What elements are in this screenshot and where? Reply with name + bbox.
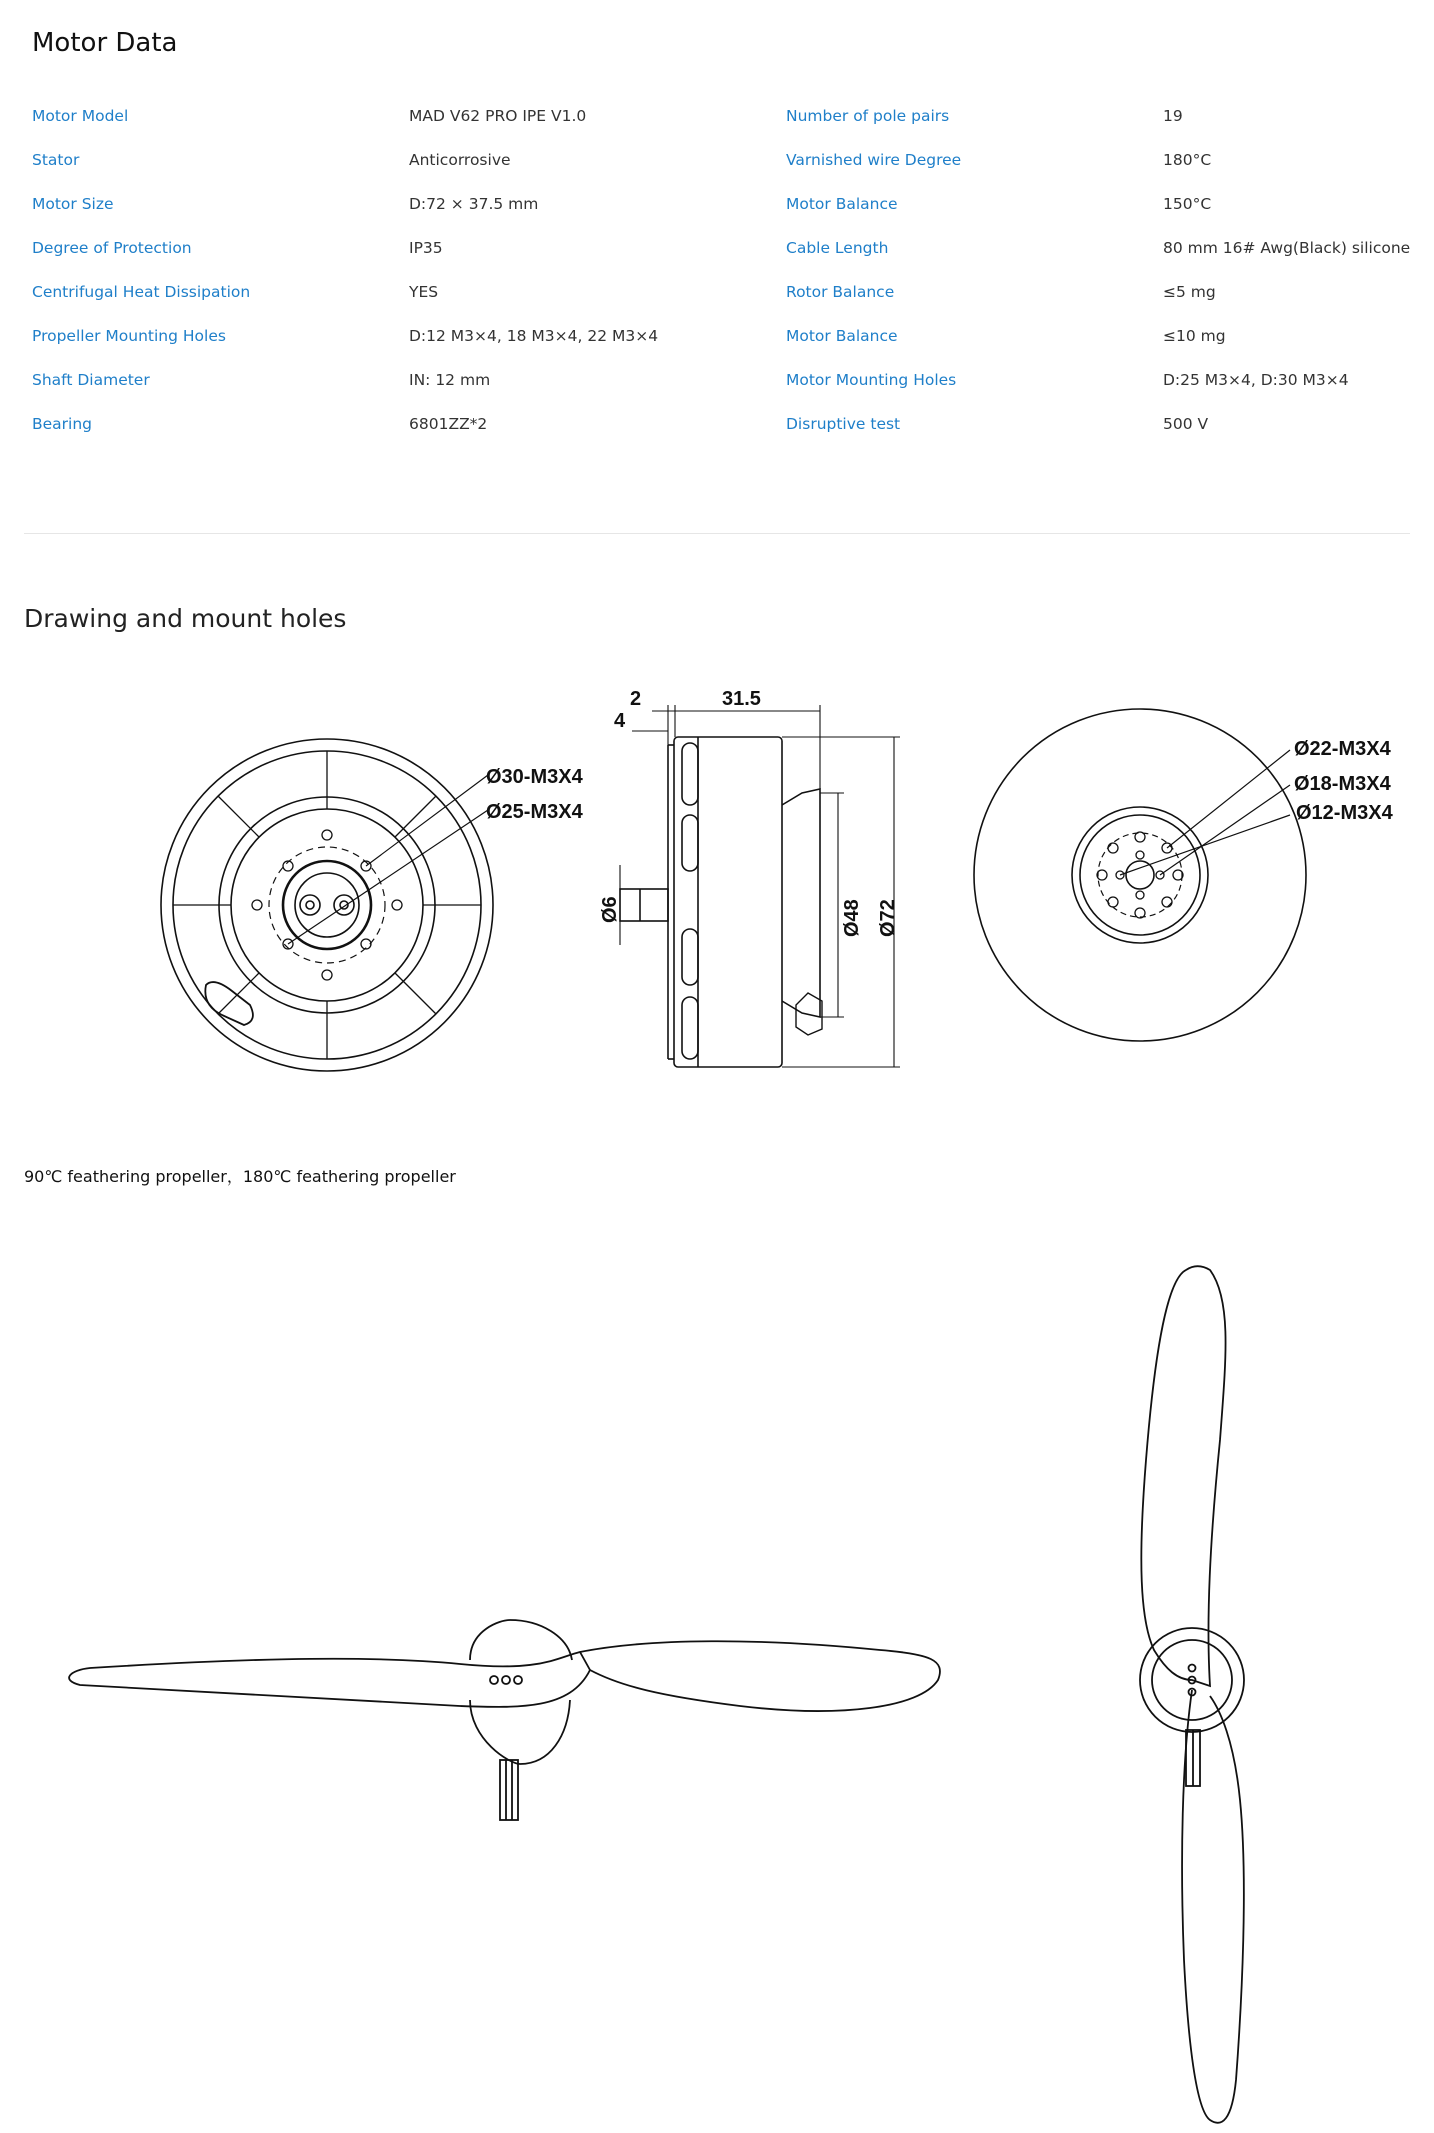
dim-label: Ø6 (599, 896, 621, 923)
spec-key: Disruptive test (786, 415, 901, 433)
back-label: Ø18-M3X4 (1294, 773, 1391, 795)
drawing-title: Drawing and mount holes (24, 604, 347, 633)
spec-key: Rotor Balance (786, 283, 895, 301)
section-divider (24, 533, 1410, 534)
propeller-caption: 90℃ feathering propeller，180℃ feathering propeller (24, 1167, 456, 1186)
spec-value: ≤5 mg (1163, 283, 1216, 301)
spec-value: D:12 M3×4, 18 M3×4, 22 M3×4 (409, 327, 659, 345)
spec-key: Motor Balance (786, 195, 898, 213)
spec-row (0, 194, 1434, 238)
front-label: Ø30-M3X4 (486, 766, 583, 788)
spec-value: IN: 12 mm (409, 371, 491, 389)
side-view (620, 705, 900, 1067)
propeller-drawings (0, 1240, 1434, 2130)
spec-key: Cable Length (786, 239, 889, 257)
spec-key: Shaft Diameter (32, 371, 150, 389)
spec-key: Stator (32, 151, 80, 169)
back-label: Ø12-M3X4 (1296, 802, 1393, 824)
spec-row (0, 106, 1434, 150)
spec-key: Motor Model (32, 107, 129, 125)
spec-value: YES (409, 283, 439, 301)
front-view (161, 739, 493, 1071)
dim-label: 4 (614, 710, 626, 732)
propeller-vertical (1140, 1266, 1244, 2123)
spec-value: 500 V (1163, 415, 1209, 433)
spec-key: Degree of Protection (32, 239, 192, 257)
motor-data-title: Motor Data (32, 28, 178, 58)
dim-label: 31.5 (722, 688, 761, 710)
spec-value: 150°C (1163, 195, 1212, 213)
spec-key: Motor Size (32, 195, 114, 213)
spec-value: 180°C (1163, 151, 1212, 169)
spec-value: ≤10 mg (1163, 327, 1226, 345)
front-label: Ø25-M3X4 (486, 801, 583, 823)
spec-key: Motor Balance (786, 327, 898, 345)
spec-key: Propeller Mounting Holes (32, 327, 226, 345)
dim-label: Ø72 (877, 899, 899, 937)
motor-drawing (0, 665, 1434, 1085)
spec-value: D:72 × 37.5 mm (409, 195, 539, 213)
dim-label: Ø48 (841, 899, 863, 937)
spec-key: Centrifugal Heat Dissipation (32, 283, 251, 301)
back-view (974, 709, 1306, 1041)
spec-value: 6801ZZ*2 (409, 415, 488, 433)
spec-row (0, 326, 1434, 370)
back-label: Ø22-M3X4 (1294, 738, 1391, 760)
spec-key: Number of pole pairs (786, 107, 950, 125)
spec-value: Anticorrosive (409, 151, 511, 169)
spec-key: Motor Mounting Holes (786, 371, 957, 389)
spec-row (0, 370, 1434, 414)
spec-value: IP35 (409, 239, 443, 257)
spec-key: Varnished wire Degree (786, 151, 962, 169)
spec-key: Bearing (32, 415, 93, 433)
spec-row (0, 282, 1434, 326)
spec-value: D:25 M3×4, D:30 M3×4 (1163, 371, 1349, 389)
spec-row (0, 150, 1434, 194)
dim-label: 2 (630, 688, 642, 710)
spec-row (0, 238, 1434, 282)
spec-value: MAD V62 PRO IPE V1.0 (409, 107, 587, 125)
spec-row (0, 414, 1434, 458)
propeller-horizontal (69, 1620, 940, 1820)
spec-value: 19 (1163, 107, 1183, 125)
spec-value: 80 mm 16# Awg(Black) silicone (1163, 239, 1411, 257)
